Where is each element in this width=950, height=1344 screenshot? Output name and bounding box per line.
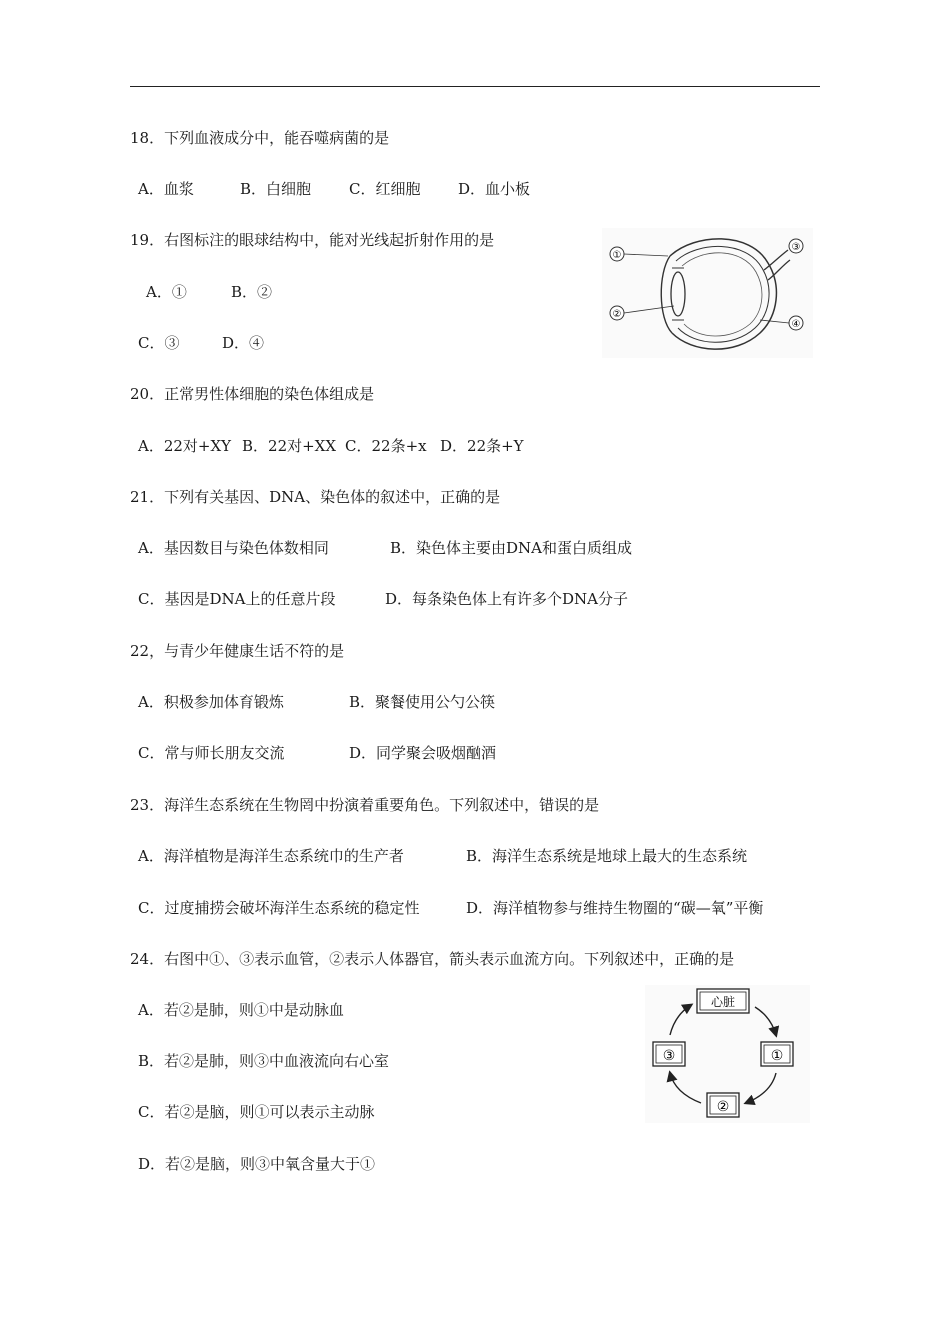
option-d[interactable]: D．血小板 (458, 180, 531, 198)
question-20-stem: 20．正常男性体细胞的染色体组成是 (130, 385, 375, 403)
question-23-stem: 23．海洋生态系统在生物罔中扮演着重要角色。下列叙述中，错误的是 (130, 796, 600, 814)
question-18-stem: 18．下列血液成分中，能吞噬病菌的是 (130, 129, 390, 147)
question-24-stem: 24．右图中①、③表示血管，②表示人体器官，箭头表示血流方向。下列叙述中，正确的是 (130, 950, 735, 968)
label-2: ② (612, 309, 622, 320)
option-c[interactable]: C．③ (138, 334, 180, 352)
vessel-1-label: ① (770, 1048, 784, 1064)
option-c[interactable]: C．基因是DNA上的任意片段 (138, 590, 336, 608)
option-b[interactable]: B．染色体主要由DNA和蛋白质组成 (390, 539, 633, 557)
option-b[interactable]: B．海洋生态系统是地球上最大的生态系统 (466, 847, 748, 865)
question-19-stem: 19．右图标注的眼球结构中，能对光线起折射作用的是 (130, 231, 495, 249)
question-22-stem: 22，与青少年健康生话不符的是 (130, 642, 345, 660)
option-c[interactable]: C．22条+x (345, 437, 427, 455)
option-b[interactable]: B．② (231, 283, 273, 301)
option-d[interactable]: D．22条+Y (440, 437, 524, 455)
option-d[interactable]: D．海洋植物参与维持生物圈的“碳—氧”平衡 (466, 899, 764, 917)
option-d[interactable]: D．每条染色体上有许多个DNA分子 (385, 590, 629, 608)
label-3: ③ (791, 242, 801, 253)
option-c[interactable]: C．过度捕捞会破坏海洋生态系统的稳定性 (138, 899, 420, 917)
option-c[interactable]: C．常与师长朋友交流 (138, 744, 285, 762)
option-a[interactable]: A．血浆 (138, 180, 194, 198)
question-24-option-c[interactable]: C．若②是脑，则①可以表示主动脉 (138, 1103, 375, 1121)
option-b[interactable]: B．聚餐使用公勺公筷 (349, 693, 496, 711)
option-a[interactable]: A．海洋植物是海洋生态系统巾的生产者 (138, 847, 404, 865)
option-a[interactable]: A．基因数目与染色体数相同 (138, 539, 329, 557)
option-a[interactable]: A．22对+XY (138, 437, 232, 455)
blood-circulation-diagram (645, 985, 810, 1123)
option-a[interactable]: A．积极参加体育锻炼 (138, 693, 284, 711)
eyeball-diagram (600, 228, 815, 360)
question-21-stem: 21．下列有关基因、DNA、染色体的叙述中，正确的是 (130, 488, 501, 506)
option-b[interactable]: B．22对+XX (242, 437, 337, 455)
question-24-option-d[interactable]: D．若②是脑，则③中氧含量大于① (138, 1155, 376, 1173)
option-c[interactable]: C．红细胞 (349, 180, 421, 198)
question-24-option-b[interactable]: B．若②是肺，则③中血液流向右心室 (138, 1052, 390, 1070)
heart-label: 心脏 (710, 995, 736, 1009)
option-d[interactable]: D．④ (222, 334, 265, 352)
option-d[interactable]: D．同学聚会吸烟酗酒 (349, 744, 497, 762)
header-rule (130, 86, 820, 87)
option-a[interactable]: A．① (146, 283, 187, 301)
organ-2-label: ② (716, 1099, 730, 1115)
vessel-3-label: ③ (662, 1048, 676, 1064)
option-b[interactable]: B．白细胞 (240, 180, 312, 198)
label-4: ④ (791, 319, 801, 330)
label-1: ① (612, 250, 622, 261)
question-24-option-a[interactable]: A．若②是肺，则①中是动脉血 (138, 1001, 344, 1019)
